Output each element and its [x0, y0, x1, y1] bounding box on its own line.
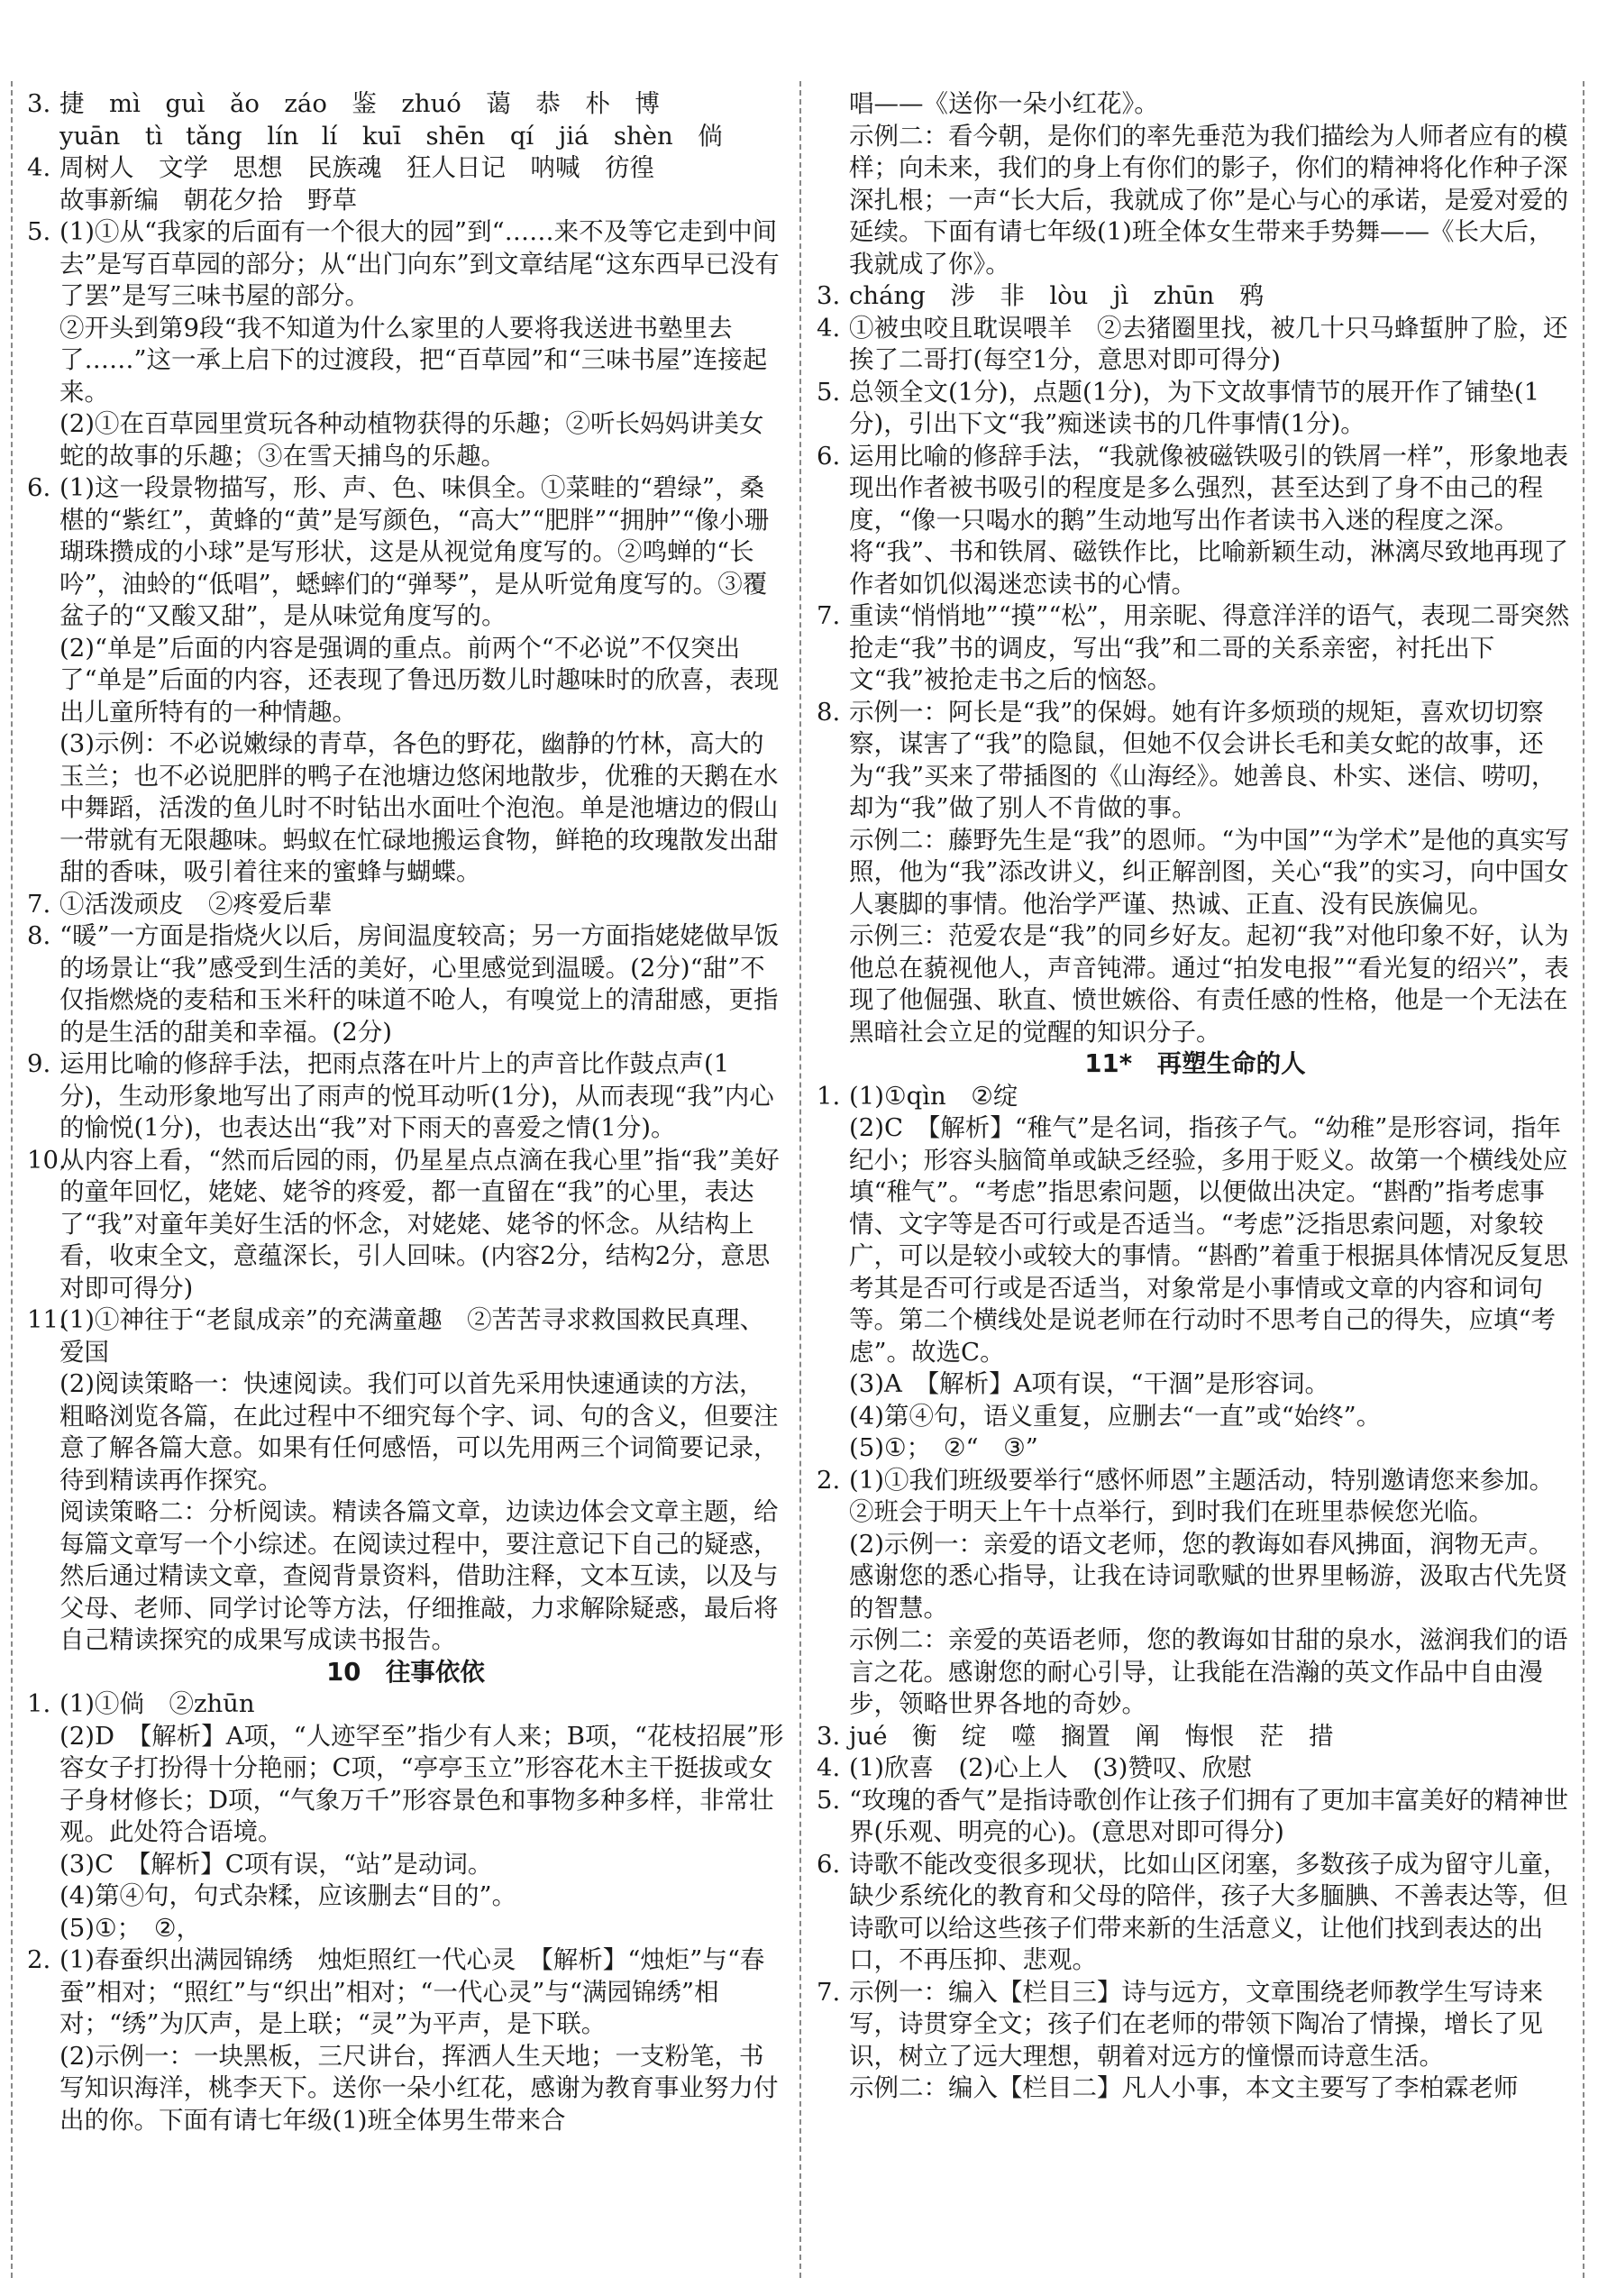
answer-continuation: 示例二：亲爱的英语老师，您的教诲如甘甜的泉水，滋润我们的语言之花。感谢您的耐心引导，让我能在浩瀚的英文作品中自由漫步，领略世界各地的奇妙。	[849, 1625, 1568, 1718]
question-number: 4.	[817, 1753, 841, 1782]
answer-text: (1)春蚕织出满园锦绣 烛炬照红一代心灵 【解析】“烛炬”与“春蚕”相对；“照红”与“织出”相对；“一代心灵”与“满园锦绣”相对；“绣”为仄声，是上联；“灵”为平声，是下联。	[59, 1945, 765, 2038]
answer-continuation: (3)A 【解析】A项有误，“干涸”是形容词。	[849, 1369, 1330, 1398]
left-margin-divider	[11, 81, 13, 2278]
question-number: 7.	[817, 1977, 841, 2007]
answer-text: ①活泼顽皮 ②疼爱后辈	[59, 889, 333, 919]
question-number: 10.	[27, 1145, 67, 1175]
answer-item	[27, 216, 784, 313]
answer-item	[817, 1977, 1574, 2073]
answer-text: (1)①神往于“老鼠成亲”的充满童趣 ②苦苦寻求救国救民真理、爱国	[59, 1305, 765, 1367]
answer-item	[27, 920, 784, 1048]
answer-text: 捷 mì guì ǎo záo 鉴 zhuó 蔼 恭 朴 博	[59, 89, 660, 118]
answer-text: cháng 涉 非 lòu jì zhūn 鸦	[849, 281, 1265, 310]
answer-continuation: (5)①； ②“ ③”	[849, 1433, 1038, 1462]
answer-item	[27, 1304, 784, 1368]
answer-continuation: 示例二：编入【栏目二】凡人小事，本文主要写了李柏霖老师	[849, 2073, 1519, 2102]
answer-item	[817, 1849, 1574, 1977]
answer-item	[27, 889, 784, 921]
answer-text: 示例一：阿长是“我”的保姆。她有许多烦琐的规矩，喜欢切切察察，谋害了“我”的隐鼠，但她不仅会讲长毛和美女蛇的故事，还为“我”买来了带插图的《山海经》。她善良、朴实、迷信、唠叨，却为“我”做了别人不肯做的事。	[849, 697, 1557, 822]
answer-text: (1)这一段景物描写，形、声、色、味俱全。①菜畦的“碧绿”，桑椹的“紫红”，黄蜂的“黄”是写颜色，“高大”“肥胖”“拥肿”“像小珊瑚珠攒成的小球”是写形状，这是从视觉角度写的。②鸣蝉的“长吟”，油蛉的“低唱”，蟋蟀们的“弹琴”，是从听觉角度写的。③覆盆子的“又酸又甜”，是从味觉角度写的。	[59, 473, 770, 630]
answer-item	[27, 1688, 784, 1721]
question-number: 4.	[817, 313, 841, 343]
question-number: 5.	[27, 217, 51, 246]
section-heading: 11* 再塑生命的人	[1084, 1049, 1306, 1078]
answer-continuation: (5)①； ②，	[59, 1913, 202, 1943]
question-number: 1.	[27, 1689, 51, 1718]
section-heading: 10 往事依依	[326, 1657, 485, 1687]
answer-continuation: (2)“单是”后面的内容是强调的重点。前两个“不必说”不仅突出了“单是”后面的内容，还表现了鲁迅历数儿时趣味时的欣喜，表现出儿童所特有的一种情趣。	[59, 633, 780, 727]
answer-item	[27, 152, 784, 185]
answer-item	[817, 1752, 1574, 1785]
answer-item	[817, 1465, 1574, 1529]
answer-continuation: yuān tì tǎng lín lí kuī shēn qí jiá shèn 倘	[59, 121, 723, 151]
answer-item	[27, 88, 784, 121]
question-number: 5.	[817, 1785, 841, 1815]
question-number: 7.	[27, 889, 51, 919]
answer-text: (1)①倘 ②zhūn	[59, 1689, 255, 1718]
question-number: 2.	[27, 1945, 51, 1974]
answer-text: 运用比喻的修辞手法，“我就像被磁铁吸引的铁屑一样”，形象地表现出作者被书吸引的程度是多么强烈，甚至达到了身不由己的程度，“像一只喝水的鹅”生动地写出作者读书入迷的程度之深。将“我”、书和铁屑、磁铁作比，比喻新颖生动，淋漓尽致地再现了作者如饥似渴迷恋读书的心情。	[849, 441, 1569, 599]
answer-text: 运用比喻的修辞手法，把雨点落在叶片上的声音比作鼓点声(1分)，生动形象地写出了雨声的悦耳动听(1分)，从而表现“我”内心的愉悦(1分)，也表达出“我”对下雨天的喜爱之情(1分)。	[59, 1049, 774, 1142]
answer-item	[27, 1048, 784, 1145]
question-number: 8.	[27, 921, 51, 950]
answer-continuation: (3)C 【解析】C项有误，“站”是动词。	[59, 1849, 493, 1879]
answer-item	[817, 280, 1574, 313]
answer-continuation: (2)①在百草园里赏玩各种动植物获得的乐趣；②听长妈妈讲美女蛇的故事的乐趣；③在雪天捕鸟的乐趣。	[59, 409, 764, 471]
answer-text: 诗歌不能改变很多现状，比如山区闭塞，多数孩子成为留守儿童，缺少系统化的教育和父母的陪伴，孩子大多腼腆、不善表达等，但诗歌可以给这些孩子们带来新的生活意义，让他们找到表达的出口，不再压抑、悲观。	[849, 1849, 1568, 1974]
answer-continuation: (2)示例一：一块黑板，三尺讲台，挥洒人生天地；一支粉笔，书写知识海洋，桃李天下。送你一朵小红花，感谢为教育事业努力付出的你。下面有请七年级(1)班全体男生带来合	[59, 2041, 779, 2135]
right-margin-divider	[1583, 81, 1584, 2278]
answer-item	[817, 1721, 1574, 1753]
answer-item	[27, 1145, 784, 1305]
answer-text: 示例一：编入【栏目三】诗与远方，文章围绕老师教学生写诗来写，诗贯穿全文；孩子们在老师的带领下陶冶了情操，增长了见识，树立了远大理想，朝着对远方的憧憬而诗意生活。	[849, 1977, 1543, 2071]
question-number: 1.	[817, 1081, 841, 1111]
right-column	[817, 88, 1574, 2105]
question-number: 3.	[817, 1721, 841, 1751]
answer-text: 重读“悄悄地”“摸”“松”，用亲昵、得意洋洋的语气，表现二哥突然抢走“我”书的调皮，写出“我”和二哥的关系亲密，衬托出下文“我”被抢走书之后的恼怒。	[849, 601, 1570, 694]
answer-text: 总领全文(1分)，点题(1分)，为下文故事情节的展开作了铺垫(1分)，引出下文“我”痴迷读书的几件事情(1分)。	[849, 377, 1540, 438]
answer-continuation: (2)示例一：亲爱的语文老师，您的教诲如春风拂面，润物无声。感谢您的悉心指导，让我在诗词歌赋的世界里畅游，汲取古代先贤的智慧。	[849, 1529, 1568, 1623]
answer-item	[27, 1944, 784, 2041]
answer-continuation: 示例二：看今朝，是你们的率先垂范为我们描绘为人师者应有的模样；向未来，我们的身上有你们的影子，你们的精神将化作种子深深扎根；一声“长大后，我就成了你”是心与心的承诺，是爱对爱的延续。下面有请七年级(1)班全体女生带来手势舞——《长大后，我就成了你》。	[849, 121, 1569, 279]
question-number: 6.	[27, 473, 51, 502]
answer-item	[27, 472, 784, 633]
answer-continuation: 示例二：藤野先生是“我”的恩师。“为中国”“为学术”是他的真实写照，他为“我”添改讲义，纠正解剖图，关心“我”的实习，向中国女人裹脚的事情。他治学严谨、热诚、正直、没有民族偏见。	[849, 825, 1570, 919]
question-number: 5.	[817, 377, 841, 407]
answer-text: 从内容上看，“然而后园的雨，仍星星点点滴在我心里”指“我”美好的童年回忆，姥姥、姥爷的疼爱，都一直留在“我”的心里，表达了“我”对童年美好生活的怀念，对姥姥、姥爷的怀念。从结构上看，收束全文，意蕴深长，引人回味。(内容2分，结构2分，意思对即可得分)	[59, 1145, 780, 1303]
answer-item	[817, 377, 1574, 441]
answer-text: (1)①qìn ②绽	[849, 1081, 1018, 1111]
answer-continuation: (4)第④句，语义重复，应删去“一直”或“始终”。	[849, 1401, 1382, 1431]
answer-item	[817, 441, 1574, 601]
question-number: 7.	[817, 601, 841, 630]
answer-text: “暖”一方面是指烧火以后，房间温度较高；另一方面指姥姥做早饭的场景让“我”感受到生活的美好，心里感觉到温暖。(2分)“甜”不仅指燃烧的麦秸和玉米秆的味道不呛人，有嗅觉上的清甜感，更指的是生活的甜美和幸福。(2分)	[59, 921, 780, 1047]
answer-continuation: (2)阅读策略一：快速阅读。我们可以首先采用快速通读的方法，粗略浏览各篇，在此过程中不细究每个字、词、句的含义，但要注意了解各篇大意。如果有任何感悟，可以先用两三个词简要记录，待到精读再作探究。	[59, 1369, 779, 1495]
question-number: 8.	[817, 697, 841, 727]
answer-text: 周树人 文学 思想 民族魂 狂人日记 呐喊 彷徨	[59, 153, 654, 182]
answer-text: (1)①从“我家的后面有一个很大的园”到“……来不及等它走到中间去”是写百草园的部分；从“出门向东”到文章结尾“这东西早已没有了罢”是写三味书屋的部分。	[59, 217, 780, 310]
answer-item	[817, 1081, 1574, 1113]
answer-continuation: 故事新编 朝花夕拾 野草	[59, 185, 357, 215]
answer-text: (1)欣喜 (2)心上人 (3)赞叹、欣慰	[849, 1753, 1252, 1782]
answer-continuation: (2)D 【解析】A项，“人迹罕至”指少有人来；B项，“花枝招展”形容女子打扮得十分艳丽；C项，“亭亭玉立”形容花木主干挺拔或女子身材修长；D项，“气象万千”形容景色和事物多种多样，非常壮观。此处符合语境。	[59, 1721, 784, 1846]
column-divider	[799, 81, 801, 2278]
answer-text: “玫瑰的香气”是指诗歌创作让孩子们拥有了更加丰富美好的精神世界(乐观、明亮的心)。(意思对即可得分)	[849, 1785, 1569, 1846]
answer-text: ①被虫咬且耽误喂羊 ②去猪圈里找，被几十只马蜂蜇肿了脸，还挨了二哥打(每空1分，意思对即可得分)	[849, 313, 1568, 374]
answer-continuation: (2)C 【解析】“稚气”是名词，指孩子气。“幼稚”是形容词，指年纪小；形容头脑简单或缺乏经验，多用于贬义。故第一个横线处应填“稚气”。“考虑”指思索问题，以便做出决定。“斟酌”指考虑事情、文字等是否可行或是否适当。“考虑”泛指思索问题，对象较广，可以是较小或较大的事情。“斟酌”着重于根据具体情况反复思考其是否可行或是否适当，对象常是小事情或文章的内容和词句等。第二个横线处是说老师在行动时不思考自己的得失，应填“考虑”。故选C。	[849, 1113, 1569, 1367]
question-number: 6.	[817, 1849, 841, 1879]
left-column	[27, 88, 784, 2136]
answer-item	[817, 600, 1574, 697]
answer-continuation: 示例三：范爱农是“我”的同乡好友。起初“我”对他印象不好，认为他总在藐视他人，声音钝滞。通过“拍发电报”“看光复的绍兴”，表现了他倔强、耿直、愤世嫉俗、有责任感的性格，他是一个无法在黑暗社会立足的觉醒的知识分子。	[849, 921, 1569, 1047]
answer-continuation: (4)第④句，句式杂糅，应该删去“目的”。	[59, 1881, 517, 1910]
question-number: 4.	[27, 153, 51, 182]
answer-text: (1)①我们班级要举行“感怀师恩”主题活动，特别邀请您来参加。 ②班会于明天上午十点举行，到时我们在班里恭候您光临。	[849, 1465, 1566, 1526]
question-number: 6.	[817, 441, 841, 471]
question-number: 3.	[817, 281, 841, 310]
answer-continuation: 唱——《送你一朵小红花》。	[849, 89, 1159, 118]
answer-text: jué 衡 绽 噬 搁置 阐 悔恨 茫 措	[849, 1721, 1334, 1751]
question-number: 9.	[27, 1049, 51, 1078]
answer-continuation: (3)示例：不必说嫩绿的青草，各色的野花，幽静的竹林，高大的玉兰；也不必说肥胖的鸭子在池塘边悠闲地散步，优雅的天鹅在水中舞蹈，活泼的鱼儿时不时钻出水面吐个泡泡。单是池塘边的假山一带就有无限趣味。蚂蚁在忙碌地搬运食物，鲜艳的玫瑰散发出甜甜的香味，吸引着往来的蜜蜂与蝴蝶。	[59, 729, 779, 886]
question-number: 11.	[27, 1305, 67, 1334]
answer-continuation: 阅读策略二：分析阅读。精读各篇文章，边读边体会文章主题，给每篇文章写一个小综述。在阅读过程中，要注意记下自己的疑惑，然后通过精读文章，查阅背景资料，借助注释，文本互读，以及与父母、老师、同学讨论等方法，仔细推敲，力求解除疑惑，最后将自己精读探究的成果写成读书报告。	[59, 1497, 779, 1654]
answer-continuation: ②开头到第9段“我不知道为什么家里的人要将我送进书塾里去了……”这一承上启下的过渡段，把“百草园”和“三味书屋”连接起来。	[59, 313, 768, 407]
answer-item	[817, 697, 1574, 825]
answer-item	[817, 1785, 1574, 1849]
answer-item	[817, 313, 1574, 377]
question-number: 3.	[27, 89, 51, 118]
question-number: 2.	[817, 1465, 841, 1495]
